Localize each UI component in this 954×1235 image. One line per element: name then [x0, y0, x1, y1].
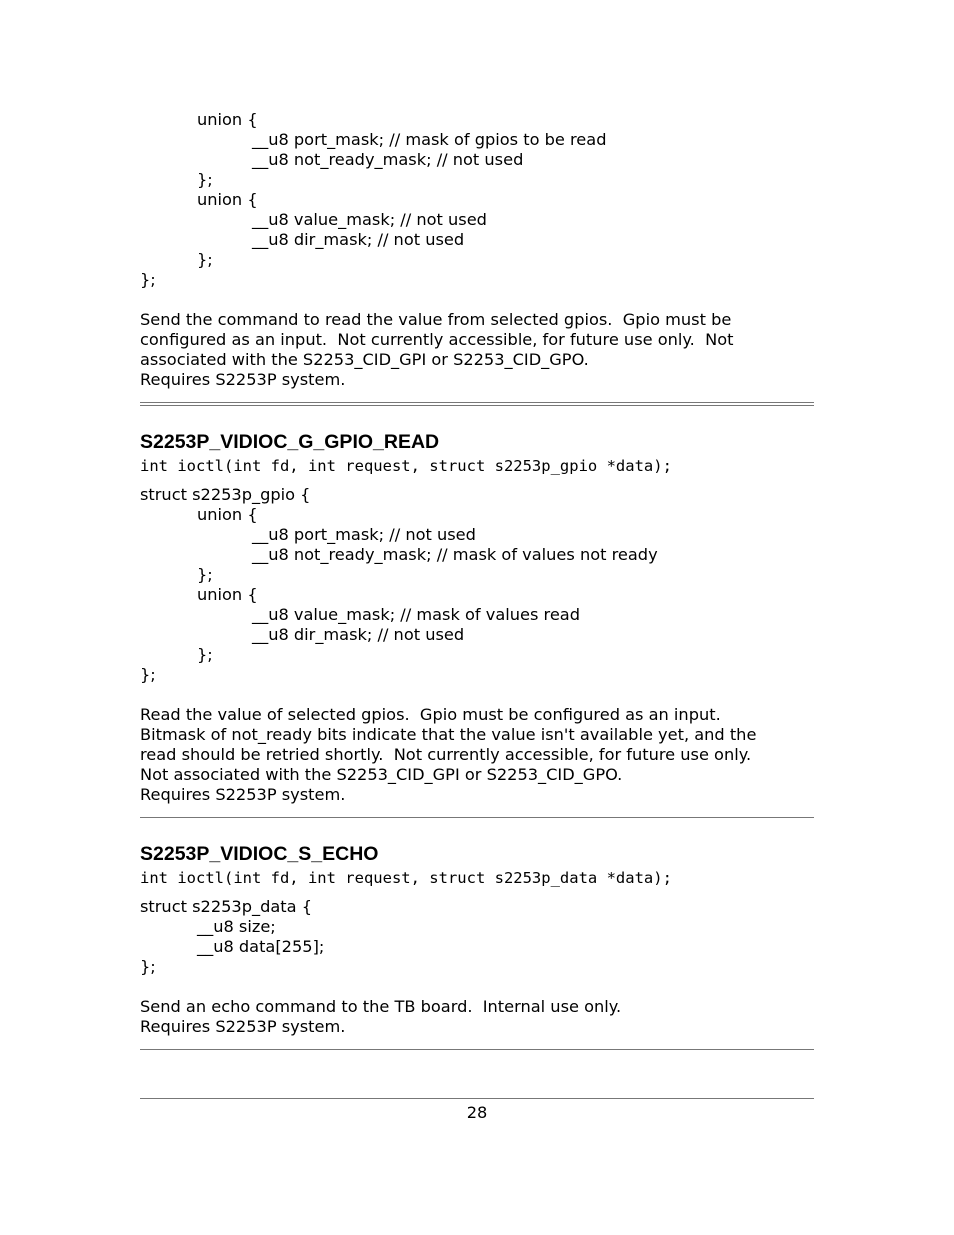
- description-line: read should be retried shortly. Not currently accessible, for future use only.: [140, 745, 752, 764]
- echo-prototype: int ioctl(int fd, int request, struct s2253p_data *data);: [140, 869, 672, 887]
- top-description: [140, 310, 814, 390]
- footer-divider: [140, 1098, 814, 1099]
- code-line: };: [140, 957, 156, 976]
- code-line: };: [197, 250, 213, 269]
- description-line: Requires S2253P system.: [140, 370, 346, 389]
- echo-struct: [140, 897, 814, 977]
- description-line: Bitmask of not_ready bits indicate that the value isn't available yet, and the: [140, 725, 757, 744]
- code-line: };: [140, 665, 156, 684]
- code-line: struct s2253p_data {: [140, 897, 312, 916]
- code-line: };: [140, 270, 156, 289]
- description-line: associated with the S2253_CID_GPI or S2253_CID_GPO.: [140, 350, 589, 369]
- section-divider: [140, 817, 814, 818]
- code-line: __u8 port_mask; // mask of gpios to be read: [252, 130, 607, 149]
- section-divider: [140, 1049, 814, 1050]
- code-line: };: [197, 645, 213, 664]
- document-page: [140, 110, 814, 1050]
- page-number: 28: [466, 1103, 488, 1122]
- code-line: union {: [197, 585, 258, 604]
- description-line: Requires S2253P system.: [140, 1017, 346, 1036]
- code-line: __u8 value_mask; // not used: [252, 210, 487, 229]
- code-line: union {: [197, 190, 258, 209]
- description-line: Send an echo command to the TB board. Internal use only.: [140, 997, 622, 1016]
- description-line: Requires S2253P system.: [140, 785, 346, 804]
- code-line: __u8 data[255];: [197, 937, 325, 956]
- code-line: };: [197, 170, 213, 189]
- code-line: };: [197, 565, 213, 584]
- code-line: union {: [197, 505, 258, 524]
- code-line: __u8 size;: [197, 917, 276, 936]
- code-line: struct s2253p_gpio {: [140, 485, 311, 504]
- code-line: __u8 not_ready_mask; // not used: [252, 150, 524, 169]
- echo-description: [140, 997, 814, 1037]
- code-line: __u8 dir_mask; // not used: [252, 625, 465, 644]
- description-line: Read the value of selected gpios. Gpio must be configured as an input.: [140, 705, 721, 724]
- section-divider: [140, 402, 814, 406]
- gpio-read-heading: S2253P_VIDIOC_G_GPIO_READ: [140, 431, 440, 453]
- code-line: __u8 value_mask; // mask of values read: [252, 605, 580, 624]
- code-line: union {: [197, 110, 258, 129]
- top-code-block: [140, 110, 814, 290]
- gpio-read-description: [140, 705, 814, 805]
- echo-heading: S2253P_VIDIOC_S_ECHO: [140, 843, 379, 865]
- code-line: __u8 dir_mask; // not used: [252, 230, 465, 249]
- description-line: Not associated with the S2253_CID_GPI or S2253_CID_GPO.: [140, 765, 623, 784]
- code-line: __u8 not_ready_mask; // mask of values not ready: [252, 545, 658, 564]
- description-line: configured as an input. Not currently accessible, for future use only. Not: [140, 330, 734, 349]
- gpio-read-struct: [140, 485, 814, 685]
- gpio-read-prototype: int ioctl(int fd, int request, struct s2253p_gpio *data);: [140, 457, 672, 475]
- code-line: __u8 port_mask; // not used: [252, 525, 476, 544]
- description-line: Send the command to read the value from selected gpios. Gpio must be: [140, 310, 732, 329]
